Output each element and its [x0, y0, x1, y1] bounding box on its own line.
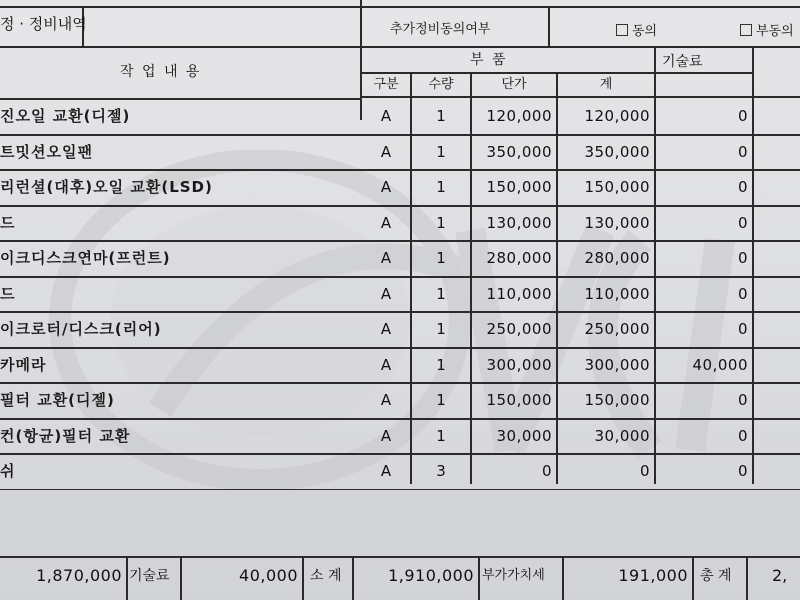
row-labor: 0 [737, 285, 748, 303]
row-type: A [380, 107, 392, 125]
row-description: 쉬 [0, 462, 16, 480]
row-total: 150,000 [584, 391, 650, 409]
row-labor: 0 [737, 427, 748, 445]
row-type: A [380, 320, 392, 338]
row-total: 150,000 [584, 178, 650, 196]
row-type: A [380, 178, 392, 196]
column-qty: 수량 [428, 77, 454, 92]
blank-area [0, 490, 800, 548]
row-qty: 1 [436, 356, 446, 374]
row-type: A [380, 356, 392, 374]
row-qty: 1 [436, 320, 446, 338]
row-type: A [380, 285, 392, 303]
disagree-checkbox-icon [740, 24, 752, 36]
subtotal: 1,910,000 [388, 566, 474, 585]
row-total: 120,000 [584, 107, 650, 125]
row-labor: 0 [737, 107, 748, 125]
row-qty: 1 [436, 427, 446, 445]
row-total: 0 [639, 462, 650, 480]
row-type: A [380, 214, 392, 232]
row-description: 드 [0, 285, 16, 303]
row-labor: 0 [737, 391, 748, 409]
row-labor: 0 [737, 214, 748, 232]
grand-total: 2, [772, 566, 788, 585]
column-unit-price: 단가 [501, 77, 527, 92]
row-description: 진오일 교환(디젤) [0, 107, 131, 125]
parts-total: 1,870,000 [36, 566, 122, 585]
row-type: A [380, 427, 392, 445]
row-total: 110,000 [584, 285, 650, 303]
labor-total: 40,000 [239, 566, 298, 585]
row-unit-price: 30,000 [496, 427, 552, 445]
agree-checkbox-icon [616, 24, 628, 36]
row-qty: 3 [436, 462, 446, 480]
row-unit-price: 350,000 [486, 143, 552, 161]
row-total: 350,000 [584, 143, 650, 161]
row-labor: 0 [737, 143, 748, 161]
grand-label: 총 계 [700, 568, 732, 584]
row-qty: 1 [436, 214, 446, 232]
row-divider [0, 134, 800, 136]
row-divider [0, 382, 800, 384]
row-divider [0, 240, 800, 242]
row-type: A [380, 391, 392, 409]
row-divider [0, 276, 800, 278]
vat: 191,000 [618, 566, 688, 585]
row-divider [0, 169, 800, 171]
column-total: 계 [599, 77, 613, 92]
row-divider [0, 453, 800, 455]
row-labor: 0 [737, 249, 748, 267]
row-type: A [380, 143, 392, 161]
row-description: 카메라 [0, 356, 47, 374]
column-labor: 기술료 [662, 54, 703, 70]
row-unit-price: 150,000 [486, 178, 552, 196]
row-labor: 0 [737, 178, 748, 196]
row-description: 이크로터/디스크(리어) [0, 320, 162, 338]
vat-label: 부가가치세 [482, 568, 545, 583]
row-unit-price: 0 [541, 462, 552, 480]
row-type: A [380, 462, 392, 480]
row-total: 280,000 [584, 249, 650, 267]
agree-checkbox[interactable]: 동의 [616, 22, 657, 42]
row-divider [0, 311, 800, 313]
section-title: 정 · 정비내역 [0, 15, 87, 33]
row-description: 필터 교환(디젤) [0, 391, 115, 409]
row-unit-price: 280,000 [486, 249, 552, 267]
row-unit-price: 150,000 [486, 391, 552, 409]
row-qty: 1 [436, 143, 446, 161]
row-qty: 1 [436, 107, 446, 125]
row-description: 트밋션오일팬 [0, 143, 93, 161]
extra-consent-label: 추가정비동의여부 [390, 22, 491, 37]
row-description: 이크디스크연마(프런트) [0, 249, 171, 267]
row-divider [0, 205, 800, 207]
row-type: A [380, 249, 392, 267]
disagree-checkbox[interactable]: 부동의 [740, 22, 794, 42]
row-qty: 1 [436, 249, 446, 267]
row-unit-price: 110,000 [486, 285, 552, 303]
row-qty: 1 [436, 285, 446, 303]
row-total: 250,000 [584, 320, 650, 338]
row-description: 컨(항균)필터 교환 [0, 427, 131, 445]
row-total: 300,000 [584, 356, 650, 374]
row-labor: 40,000 [692, 356, 748, 374]
row-unit-price: 130,000 [486, 214, 552, 232]
row-description: 드 [0, 214, 16, 232]
row-qty: 1 [436, 178, 446, 196]
subtotal-label: 소 계 [310, 568, 342, 584]
row-total: 130,000 [584, 214, 650, 232]
column-work-content: 작 업 내 용 [120, 64, 202, 80]
row-labor: 0 [737, 320, 748, 338]
row-divider [0, 347, 800, 349]
labor-label: 기술료 [129, 568, 170, 584]
column-type: 구분 [373, 77, 399, 92]
row-qty: 1 [436, 391, 446, 409]
row-labor: 0 [737, 462, 748, 480]
row-unit-price: 120,000 [486, 107, 552, 125]
column-parts: 부 품 [470, 52, 508, 68]
row-total: 30,000 [594, 427, 650, 445]
row-description: 리런셜(대후)오일 교환(LSD) [0, 178, 213, 196]
row-unit-price: 250,000 [486, 320, 552, 338]
row-unit-price: 300,000 [486, 356, 552, 374]
row-divider [0, 418, 800, 420]
